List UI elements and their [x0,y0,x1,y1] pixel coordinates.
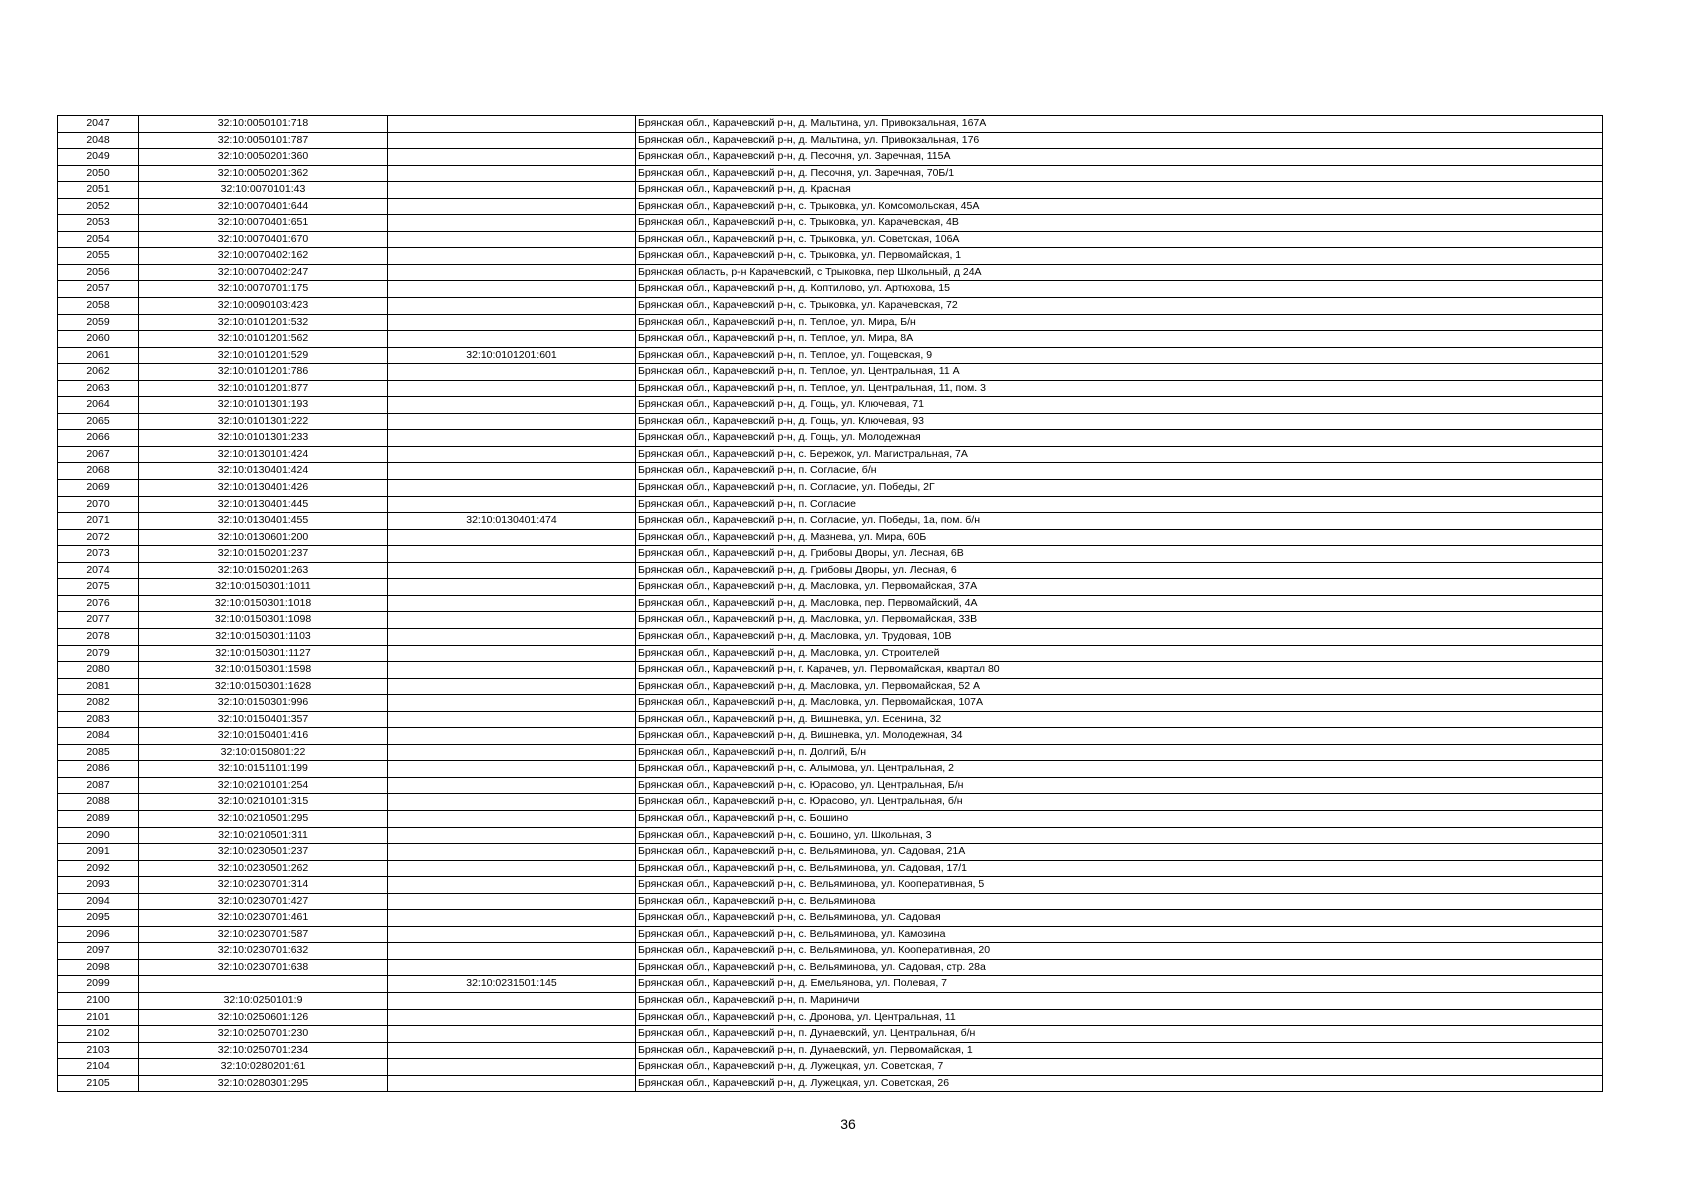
address-cell: Брянская обл., Карачевский р-н, с. Трыковка, ул. Карачевская, 72 [636,298,1603,315]
address-cell: Брянская обл., Карачевский р-н, п. Дунаевский, ул. Центральная, б/н [636,1026,1603,1043]
cadastral-number-cell: 32:10:0130401:455 [139,513,388,530]
cadastral-number-cell: 32:10:0210101:315 [139,794,388,811]
related-cadastral-number-cell [388,910,636,927]
row-number-cell: 2084 [58,728,139,745]
related-cadastral-number-cell: 32:10:0130401:474 [388,513,636,530]
table-row [58,678,1603,695]
table-row [58,513,1603,530]
cadastral-number-cell: 32:10:0070401:644 [139,198,388,215]
row-number-cell: 2099 [58,976,139,993]
cadastral-number-cell: 32:10:0150301:1103 [139,628,388,645]
row-number-cell: 2077 [58,612,139,629]
address-cell: Брянская обл., Карачевский р-н, д. Масловка, ул. Первомайская, 52 А [636,678,1603,695]
related-cadastral-number-cell [388,794,636,811]
row-number-cell: 2067 [58,446,139,463]
related-cadastral-number-cell [388,711,636,728]
row-number-cell: 2073 [58,546,139,563]
table-row [58,1009,1603,1026]
related-cadastral-number-cell [388,645,636,662]
table-row [58,860,1603,877]
address-cell: Брянская обл., Карачевский р-н, с. Бошино, ул. Школьная, 3 [636,827,1603,844]
cadastral-number-cell: 32:10:0050101:718 [139,116,388,133]
row-number-cell: 2096 [58,926,139,943]
cadastral-number-cell: 32:10:0210501:295 [139,810,388,827]
table-row [58,1042,1603,1059]
related-cadastral-number-cell [388,777,636,794]
cadastral-number-cell: 32:10:0050201:362 [139,165,388,182]
row-number-cell: 2082 [58,695,139,712]
row-number-cell: 2081 [58,678,139,695]
row-number-cell: 2076 [58,595,139,612]
cadastral-number-cell: 32:10:0070401:651 [139,215,388,232]
table-row [58,116,1603,133]
table-row [58,496,1603,513]
cadastral-number-cell: 32:10:0150401:416 [139,728,388,745]
address-cell: Брянская обл., Карачевский р-н, п. Теплое, ул. Мира, 8А [636,331,1603,348]
table-row [58,844,1603,861]
row-number-cell: 2071 [58,513,139,530]
address-cell: Брянская обл., Карачевский р-н, д. Гощь, ул. Ключевая, 93 [636,413,1603,430]
address-cell: Брянская обл., Карачевский р-н, п. Теплое, ул. Гощевская, 9 [636,347,1603,364]
address-cell: Брянская область, р-н Карачевский, с Трыковка, пер Школьный, д 24А [636,264,1603,281]
table-row [58,628,1603,645]
row-number-cell: 2079 [58,645,139,662]
related-cadastral-number-cell [388,116,636,133]
row-number-cell: 2068 [58,463,139,480]
address-cell: Брянская обл., Карачевский р-н, п. Теплое, ул. Центральная, 11, пом. 3 [636,380,1603,397]
related-cadastral-number-cell [388,496,636,513]
cadastral-number-cell: 32:10:0050101:787 [139,132,388,149]
cadastral-number-cell: 32:10:0070101:43 [139,182,388,199]
address-cell: Брянская обл., Карачевский р-н, д. Емельянова, ул. Полевая, 7 [636,976,1603,993]
address-cell: Брянская обл., Карачевский р-н, п. Долгий, Б/н [636,744,1603,761]
related-cadastral-number-cell [388,959,636,976]
cadastral-number-cell: 32:10:0130101:424 [139,446,388,463]
related-cadastral-number-cell [388,132,636,149]
cadastral-number-cell: 32:10:0101201:562 [139,331,388,348]
address-cell: Брянская обл., Карачевский р-н, с. Юрасово, ул. Центральная, б/н [636,794,1603,811]
row-number-cell: 2064 [58,397,139,414]
related-cadastral-number-cell [388,810,636,827]
address-cell: Брянская обл., Карачевский р-н, с. Дронова, ул. Центральная, 11 [636,1009,1603,1026]
address-cell: Брянская обл., Карачевский р-н, д. Гощь, ул. Молодежная [636,430,1603,447]
row-number-cell: 2103 [58,1042,139,1059]
address-cell: Брянская обл., Карачевский р-н, д. Масловка, ул. Строителей [636,645,1603,662]
address-cell: Брянская обл., Карачевский р-н, д. Песочня, ул. Заречная, 115А [636,149,1603,166]
table-row [58,1059,1603,1076]
table-row [58,910,1603,927]
address-cell: Брянская обл., Карачевский р-н, д. Гощь, ул. Ключевая, 71 [636,397,1603,414]
table-row [58,331,1603,348]
cadastral-number-cell: 32:10:0101201:786 [139,364,388,381]
cadastral-number-cell: 32:10:0130401:424 [139,463,388,480]
table-row [58,662,1603,679]
row-number-cell: 2090 [58,827,139,844]
address-cell: Брянская обл., Карачевский р-н, с. Вельяминова, ул. Кооперативная, 5 [636,877,1603,894]
row-number-cell: 2102 [58,1026,139,1043]
table-row [58,149,1603,166]
registry-table [57,115,1603,1092]
related-cadastral-number-cell [388,397,636,414]
address-cell: Брянская обл., Карачевский р-н, д. Масловка, ул. Первомайская, 107А [636,695,1603,712]
row-number-cell: 2059 [58,314,139,331]
cadastral-number-cell: 32:10:0101301:233 [139,430,388,447]
address-cell: Брянская обл., Карачевский р-н, с. Трыковка, ул. Первомайская, 1 [636,248,1603,265]
cadastral-number-cell: 32:10:0050201:360 [139,149,388,166]
address-cell: Брянская обл., Карачевский р-н, с. Вельяминова [636,893,1603,910]
related-cadastral-number-cell [388,728,636,745]
row-number-cell: 2080 [58,662,139,679]
table-row [58,943,1603,960]
related-cadastral-number-cell [388,281,636,298]
cadastral-number-cell: 32:10:0280301:295 [139,1075,388,1092]
row-number-cell: 2062 [58,364,139,381]
related-cadastral-number-cell [388,612,636,629]
cadastral-number-cell: 32:10:0101201:529 [139,347,388,364]
address-cell: Брянская обл., Карачевский р-н, д. Масловка, ул. Первомайская, 33В [636,612,1603,629]
row-number-cell: 2053 [58,215,139,232]
related-cadastral-number-cell [388,1009,636,1026]
table-row [58,397,1603,414]
table-row [58,893,1603,910]
address-cell: Брянская обл., Карачевский р-н, п. Согласие [636,496,1603,513]
row-number-cell: 2055 [58,248,139,265]
table-row [58,413,1603,430]
table-row [58,314,1603,331]
table-row [58,711,1603,728]
address-cell: Брянская обл., Карачевский р-н, д. Мальтина, ул. Привокзальная, 176 [636,132,1603,149]
address-cell: Брянская обл., Карачевский р-н, д. Масловка, пер. Первомайский, 4А [636,595,1603,612]
cadastral-number-cell: 32:10:0150301:996 [139,695,388,712]
cadastral-number-cell: 32:10:0250701:230 [139,1026,388,1043]
address-cell: Брянская обл., Карачевский р-н, д. Мазнева, ул. Мира, 60Б [636,529,1603,546]
cadastral-number-cell: 32:10:0090103:423 [139,298,388,315]
row-number-cell: 2058 [58,298,139,315]
table-row [58,132,1603,149]
cadastral-number-cell: 32:10:0101201:532 [139,314,388,331]
row-number-cell: 2086 [58,761,139,778]
cadastral-number-cell: 32:10:0250701:234 [139,1042,388,1059]
related-cadastral-number-cell: 32:10:0101201:601 [388,347,636,364]
address-cell: Брянская обл., Карачевский р-н, с. Вельяминова, ул. Садовая [636,910,1603,927]
row-number-cell: 2101 [58,1009,139,1026]
cadastral-number-cell: 32:10:0130601:200 [139,529,388,546]
table-row [58,595,1603,612]
table-row [58,777,1603,794]
related-cadastral-number-cell [388,1059,636,1076]
cadastral-number-cell: 32:10:0150301:1098 [139,612,388,629]
registry-table-body [58,116,1603,1092]
cadastral-number-cell: 32:10:0210501:311 [139,827,388,844]
related-cadastral-number-cell [388,579,636,596]
address-cell: Брянская обл., Карачевский р-н, с. Вельяминова, ул. Кооперативная, 20 [636,943,1603,960]
related-cadastral-number-cell [388,446,636,463]
related-cadastral-number-cell [388,182,636,199]
address-cell: Брянская обл., Карачевский р-н, с. Вельяминова, ул. Садовая, 17/1 [636,860,1603,877]
related-cadastral-number-cell [388,314,636,331]
address-cell: Брянская обл., Карачевский р-н, г. Карачев, ул. Первомайская, квартал 80 [636,662,1603,679]
cadastral-number-cell: 32:10:0150401:357 [139,711,388,728]
related-cadastral-number-cell [388,860,636,877]
related-cadastral-number-cell [388,546,636,563]
cadastral-number-cell: 32:10:0150801:22 [139,744,388,761]
related-cadastral-number-cell [388,628,636,645]
related-cadastral-number-cell [388,1026,636,1043]
related-cadastral-number-cell [388,827,636,844]
row-number-cell: 2052 [58,198,139,215]
cadastral-number-cell: 32:10:0101301:222 [139,413,388,430]
row-number-cell: 2085 [58,744,139,761]
address-cell: Брянская обл., Карачевский р-н, с. Бошино [636,810,1603,827]
cadastral-number-cell: 32:10:0101201:877 [139,380,388,397]
table-row [58,1075,1603,1092]
related-cadastral-number-cell [388,264,636,281]
related-cadastral-number-cell [388,926,636,943]
row-number-cell: 2054 [58,231,139,248]
cadastral-number-cell: 32:10:0230701:587 [139,926,388,943]
address-cell: Брянская обл., Карачевский р-н, д. Грибовы Дворы, ул. Лесная, 6В [636,546,1603,563]
cadastral-number-cell: 32:10:0130401:445 [139,496,388,513]
cadastral-number-cell: 32:10:0150301:1628 [139,678,388,695]
address-cell: Брянская обл., Карачевский р-н, д. Вишневка, ул. Молодежная, 34 [636,728,1603,745]
row-number-cell: 2049 [58,149,139,166]
row-number-cell: 2061 [58,347,139,364]
related-cadastral-number-cell: 32:10:0231501:145 [388,976,636,993]
address-cell: Брянская обл., Карачевский р-н, с. Бережок, ул. Магистральная, 7А [636,446,1603,463]
address-cell: Брянская обл., Карачевский р-н, с. Трыковка, ул. Карачевская, 4В [636,215,1603,232]
row-number-cell: 2087 [58,777,139,794]
related-cadastral-number-cell [388,198,636,215]
related-cadastral-number-cell [388,1075,636,1092]
row-number-cell: 2105 [58,1075,139,1092]
table-row [58,298,1603,315]
page-number: 36 [840,1116,856,1132]
address-cell: Брянская обл., Карачевский р-н, с. Трыковка, ул. Комсомольская, 45А [636,198,1603,215]
address-cell: Брянская обл., Карачевский р-н, с. Вельяминова, ул. Камозина [636,926,1603,943]
table-row [58,430,1603,447]
table-row [58,1026,1603,1043]
address-cell: Брянская обл., Карачевский р-н, с. Трыковка, ул. Советская, 106А [636,231,1603,248]
table-row [58,198,1603,215]
row-number-cell: 2075 [58,579,139,596]
address-cell: Брянская обл., Карачевский р-н, д. Мальтина, ул. Привокзальная, 167А [636,116,1603,133]
address-cell: Брянская обл., Карачевский р-н, п. Дунаевский, ул. Первомайская, 1 [636,1042,1603,1059]
cadastral-number-cell: 32:10:0210101:254 [139,777,388,794]
table-row [58,562,1603,579]
related-cadastral-number-cell [388,943,636,960]
related-cadastral-number-cell [388,529,636,546]
cadastral-number-cell: 32:10:0070701:175 [139,281,388,298]
address-cell: Брянская обл., Карачевский р-н, п. Мариничи [636,992,1603,1009]
related-cadastral-number-cell [388,480,636,497]
row-number-cell: 2078 [58,628,139,645]
table-row [58,992,1603,1009]
table-row [58,761,1603,778]
related-cadastral-number-cell [388,744,636,761]
related-cadastral-number-cell [388,380,636,397]
row-number-cell: 2092 [58,860,139,877]
row-number-cell: 2070 [58,496,139,513]
address-cell: Брянская обл., Карачевский р-н, д. Красная [636,182,1603,199]
row-number-cell: 2091 [58,844,139,861]
table-row [58,794,1603,811]
cadastral-number-cell: 32:10:0230701:638 [139,959,388,976]
cadastral-number-cell: 32:10:0150301:1127 [139,645,388,662]
address-cell: Брянская обл., Карачевский р-н, с. Вельяминова, ул. Садовая, 21А [636,844,1603,861]
related-cadastral-number-cell [388,678,636,695]
row-number-cell: 2072 [58,529,139,546]
table-row [58,281,1603,298]
address-cell: Брянская обл., Карачевский р-н, п. Теплое, ул. Мира, Б/н [636,314,1603,331]
table-row [58,165,1603,182]
related-cadastral-number-cell [388,364,636,381]
table-row [58,446,1603,463]
related-cadastral-number-cell [388,215,636,232]
address-cell: Брянская обл., Карачевский р-н, д. Масловка, ул. Трудовая, 10В [636,628,1603,645]
row-number-cell: 2066 [58,430,139,447]
address-cell: Брянская обл., Карачевский р-н, с. Юрасово, ул. Центральная, Б/н [636,777,1603,794]
related-cadastral-number-cell [388,662,636,679]
row-number-cell: 2069 [58,480,139,497]
cadastral-number-cell: 32:10:0150301:1018 [139,595,388,612]
cadastral-number-cell: 32:10:0150301:1011 [139,579,388,596]
cadastral-number-cell: 32:10:0230501:262 [139,860,388,877]
table-row [58,744,1603,761]
cadastral-number-cell: 32:10:0101301:193 [139,397,388,414]
table-row [58,248,1603,265]
table-row [58,463,1603,480]
address-cell: Брянская обл., Карачевский р-н, д. Коптилово, ул. Артюхова, 15 [636,281,1603,298]
row-number-cell: 2094 [58,893,139,910]
table-row [58,529,1603,546]
related-cadastral-number-cell [388,298,636,315]
related-cadastral-number-cell [388,1042,636,1059]
table-row [58,364,1603,381]
cadastral-number-cell: 32:10:0150301:1598 [139,662,388,679]
related-cadastral-number-cell [388,877,636,894]
related-cadastral-number-cell [388,248,636,265]
row-number-cell: 2083 [58,711,139,728]
related-cadastral-number-cell [388,413,636,430]
table-row [58,877,1603,894]
cadastral-number-cell: 32:10:0230501:237 [139,844,388,861]
table-row [58,546,1603,563]
cadastral-number-cell: 32:10:0230701:314 [139,877,388,894]
address-cell: Брянская обл., Карачевский р-н, п. Согласие, ул. Победы, 1а, пом. б/н [636,513,1603,530]
row-number-cell: 2098 [58,959,139,976]
cadastral-number-cell: 32:10:0070402:162 [139,248,388,265]
row-number-cell: 2048 [58,132,139,149]
related-cadastral-number-cell [388,463,636,480]
cadastral-number-cell: 32:10:0151101:199 [139,761,388,778]
row-number-cell: 2051 [58,182,139,199]
cadastral-number-cell: 32:10:0230701:632 [139,943,388,960]
row-number-cell: 2065 [58,413,139,430]
table-row [58,645,1603,662]
row-number-cell: 2095 [58,910,139,927]
row-number-cell: 2088 [58,794,139,811]
table-row [58,579,1603,596]
row-number-cell: 2047 [58,116,139,133]
cadastral-number-cell: 32:10:0150201:263 [139,562,388,579]
cadastral-number-cell: 32:10:0250601:126 [139,1009,388,1026]
address-cell: Брянская обл., Карачевский р-н, п. Согласие, ул. Победы, 2Г [636,480,1603,497]
table-row [58,728,1603,745]
table-row [58,926,1603,943]
table-row [58,347,1603,364]
table-row [58,215,1603,232]
table-row [58,380,1603,397]
related-cadastral-number-cell [388,331,636,348]
cadastral-number-cell: 32:10:0150201:237 [139,546,388,563]
address-cell: Брянская обл., Карачевский р-н, п. Согласие, б/н [636,463,1603,480]
related-cadastral-number-cell [388,695,636,712]
row-number-cell: 2093 [58,877,139,894]
related-cadastral-number-cell [388,430,636,447]
row-number-cell: 2074 [58,562,139,579]
address-cell: Брянская обл., Карачевский р-н, д. Песочня, ул. Заречная, 70Б/1 [636,165,1603,182]
cadastral-number-cell: 32:10:0070402:247 [139,264,388,281]
related-cadastral-number-cell [388,595,636,612]
row-number-cell: 2100 [58,992,139,1009]
table-row [58,480,1603,497]
related-cadastral-number-cell [388,165,636,182]
table-row [58,695,1603,712]
row-number-cell: 2089 [58,810,139,827]
row-number-cell: 2060 [58,331,139,348]
address-cell: Брянская обл., Карачевский р-н, д. Грибовы Дворы, ул. Лесная, 6 [636,562,1603,579]
related-cadastral-number-cell [388,231,636,248]
cadastral-number-cell: 32:10:0250101:9 [139,992,388,1009]
table-row [58,810,1603,827]
address-cell: Брянская обл., Карачевский р-н, п. Теплое, ул. Центральная, 11 А [636,364,1603,381]
row-number-cell: 2104 [58,1059,139,1076]
row-number-cell: 2063 [58,380,139,397]
cadastral-number-cell [139,976,388,993]
table-row [58,976,1603,993]
address-cell: Брянская обл., Карачевский р-н, д. Масловка, ул. Первомайская, 37А [636,579,1603,596]
related-cadastral-number-cell [388,992,636,1009]
table-row [58,264,1603,281]
row-number-cell: 2057 [58,281,139,298]
address-cell: Брянская обл., Карачевский р-н, д. Лужецкая, ул. Советская, 7 [636,1059,1603,1076]
cadastral-number-cell: 32:10:0070401:670 [139,231,388,248]
table-row [58,827,1603,844]
table-row [58,182,1603,199]
table-row [58,231,1603,248]
row-number-cell: 2056 [58,264,139,281]
related-cadastral-number-cell [388,562,636,579]
cadastral-number-cell: 32:10:0230701:461 [139,910,388,927]
address-cell: Брянская обл., Карачевский р-н, с. Алымова, ул. Центральная, 2 [636,761,1603,778]
related-cadastral-number-cell [388,844,636,861]
related-cadastral-number-cell [388,761,636,778]
cadastral-number-cell: 32:10:0280201:61 [139,1059,388,1076]
cadastral-number-cell: 32:10:0230701:427 [139,893,388,910]
address-cell: Брянская обл., Карачевский р-н, д. Вишневка, ул. Есенина, 32 [636,711,1603,728]
table-row [58,959,1603,976]
address-cell: Брянская обл., Карачевский р-н, д. Лужецкая, ул. Советская, 26 [636,1075,1603,1092]
related-cadastral-number-cell [388,149,636,166]
related-cadastral-number-cell [388,893,636,910]
table-row [58,612,1603,629]
row-number-cell: 2050 [58,165,139,182]
row-number-cell: 2097 [58,943,139,960]
address-cell: Брянская обл., Карачевский р-н, с. Вельяминова, ул. Садовая, стр. 28а [636,959,1603,976]
cadastral-number-cell: 32:10:0130401:426 [139,480,388,497]
